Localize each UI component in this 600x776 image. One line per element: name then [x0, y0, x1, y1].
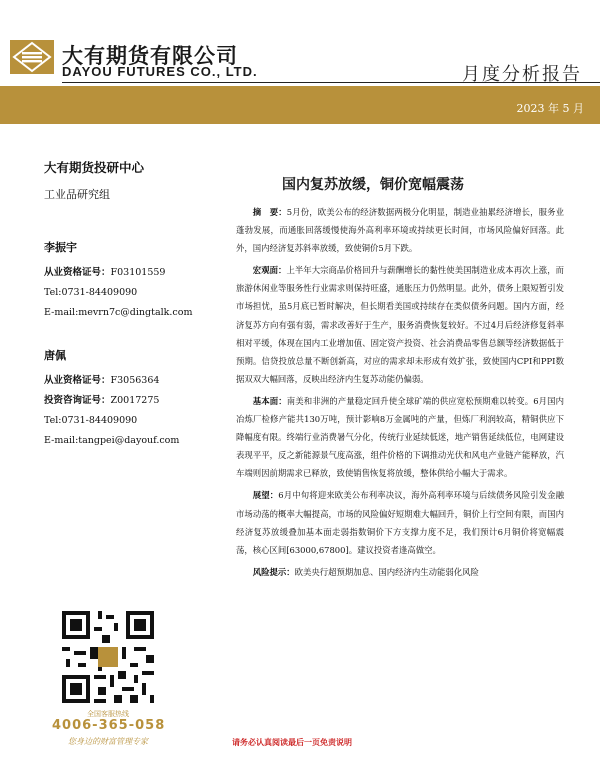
- analyst-qualification: 从业资格证号：F3056364: [44, 375, 160, 386]
- report-date: 2023 年 5 月: [516, 102, 584, 115]
- qr-code-icon: [58, 607, 158, 707]
- fundamentals-paragraph: 基本面：南美和非洲的产量稳定回升使全球矿端的供应宽松预期难以转变。6月国内冶炼厂检修产能共130万吨，预计影响8万金属吨的产量，但炼厂利润较高，精铜供应下降幅度有限。终端行业消费暑气分化，传统行业延续低迷，地产销售延续低位，电网建设表现平平，反之新能源景气度高涨，组件价格的下调推动光伏和风电产业链产能释放，汽车端则因前期需求已释放，致使销售恢复将放缓，整体供给小幅大于需求。: [236, 395, 565, 479]
- disclaimer-note: 请务必认真阅读最后一页免责说明: [232, 738, 352, 747]
- analyst-email: E-mail:tangpei@dayouf.com: [44, 435, 180, 446]
- analyst-email: E-mail:mevrn7c@dingtalk.com: [44, 307, 193, 318]
- analyst-phone: Tel:0731-84409090: [44, 287, 138, 298]
- macro-paragraph: 宏观面：上半年大宗商品价格回升与薪酬增长的黏性使美国制造业成本再次上涨，而旅游休闲业等服务性行业需求则保持旺盛，通胀压力仍然明显。此外，债务上限短暂引发市场担忧，虽5月底已暂时解决，但长期看美国或持续存在类似债务问题。国内方面，经济复苏方向有强有弱，需求改善好于生产，服务消费恢复较好。不过4月后经济修复斜率相对平缓，体现在国内工业增加值、固定资产投资、社会消费品零售总额等经济数据低于预期。信贷投放总量不断创新高，对应的需求却未形成有效扩张，致使国内CPI和PPI数据双双大幅回落，反映出经济内生复苏动能仍偏弱。: [236, 265, 565, 384]
- analyst-card: [44, 242, 234, 323]
- dayou-logo-icon: [10, 40, 54, 74]
- company-name-cn: 大有期货有限公司: [62, 44, 238, 68]
- analyst-name: 李振宇: [44, 241, 77, 254]
- company-name-en: DAYOU FUTURES CO., LTD.: [62, 64, 258, 79]
- company-slogan: 您身边的财富管理专家: [68, 737, 148, 746]
- analyst-consult-cert: 投资咨询证号：Z0017275: [44, 395, 160, 406]
- email-link[interactable]: mevrn7c@dingtalk.com: [78, 307, 193, 318]
- outlook-paragraph: 展望：6月中旬将迎来欧美公布利率决议，海外高利率环境与后续债务风险引发金融市场动荡的概率大幅提高，市场的风险偏好短期难大幅回升，铜价上行空间有限，而国内经济复苏放缓叠加基本面走弱指数铜价下方支撑力度不足，我们预计6月铜价将宽幅震荡，核心区间[63000,67800]。建议投资者逢高做空。: [236, 490, 565, 555]
- hotline-label: 全国客服热线: [87, 710, 129, 718]
- analyst-qualification: 从业资格证号：F03101559: [44, 267, 166, 278]
- hotline-number: 4006-365-058: [52, 718, 166, 733]
- analyst-phone: Tel:0731-84409090: [44, 415, 138, 426]
- summary-paragraph: 摘 要：5月份，欧美公布的经济数据两极分化明显，制造业抽累经济增长，服务业蓬勃发展，而通胀回落缓慢使海外高利率环境或持续更长时间，市场风险偏好回落。此外，国内经济复苏斜率放缓，致使铜价5月下跌。: [236, 207, 565, 254]
- report-type: 月度分析报告: [462, 64, 582, 85]
- analyst-name: 唐佩: [44, 349, 66, 362]
- research-center-name: 大有期货投研中心: [44, 160, 145, 175]
- report-body: [236, 203, 564, 581]
- research-group-name: 工业品研究组: [44, 188, 110, 201]
- report-title: 国内复苏放缓，铜价宽幅震荡: [282, 177, 464, 193]
- analyst-card: [44, 350, 234, 451]
- email-link[interactable]: tangpei@dayouf.com: [78, 435, 180, 446]
- header-band: [0, 86, 600, 124]
- risk-paragraph: 风险提示：欧美央行超预期加息、国内经济内生动能弱化风险: [252, 566, 479, 577]
- research-center: [44, 158, 224, 202]
